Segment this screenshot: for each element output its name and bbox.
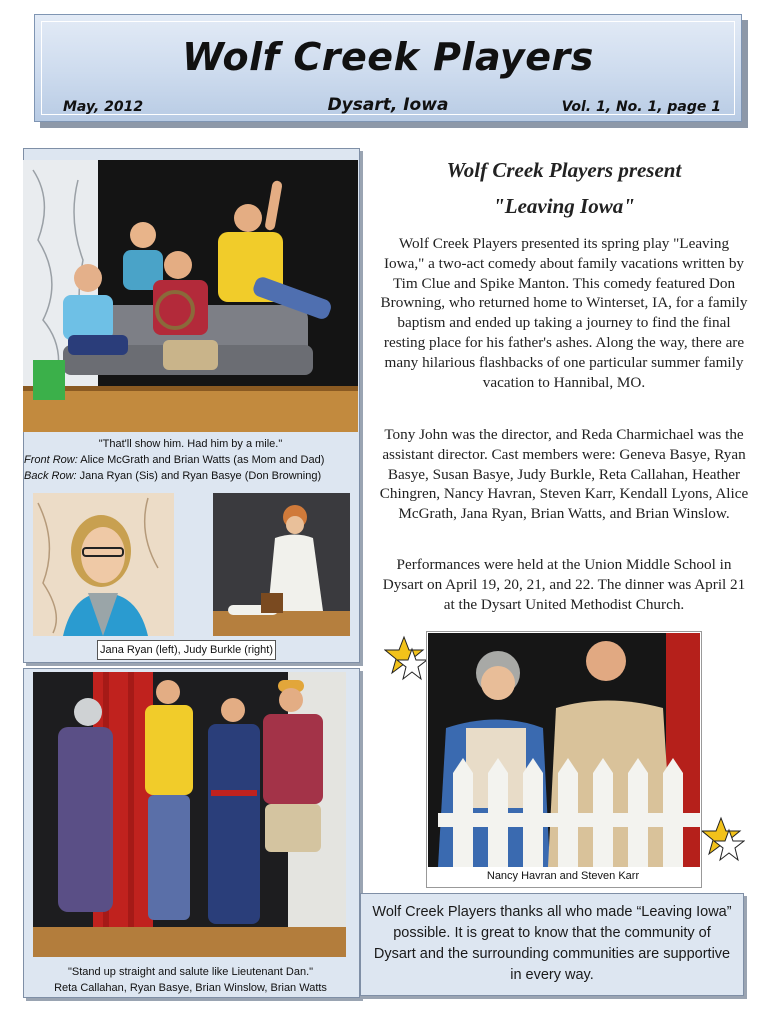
issue-location: Dysart, Iowa [327,95,449,115]
salute-illustration [33,672,346,957]
article-headline-line1: Wolf Creek Players present [446,158,682,182]
photo-couch-scene [23,160,358,432]
issue-date: May, 2012 [63,99,144,115]
thank-you-box [360,893,744,996]
article-paragraph-1: Wolf Creek Players presented its spring play "Leaving Iowa," a two-act comedy about family vacations written by Tim Clue and Spike Manton. This comedy featured Don Browning, who returned home to Winterset, IA, for a family baptism and ended up taking a journey to find the final resting place for his father's ashes. Along the way, there are many hilarious flashbacks of one particular summer family vacation to Hannibal, MO. [380,235,748,391]
fence-illustration [428,633,700,867]
photo-jana-ryan [33,493,174,636]
photo-pair-caption-box [97,640,276,660]
back-row-names: Jana Ryan (Sis) and Ryan Basye (Don Browning) [79,470,322,482]
stage-illustration [213,493,350,636]
star-icon [701,815,745,867]
front-row-label: Front Row: [24,454,78,466]
photo-salute-caption-quote: "Stand up straight and salute like Lieutenant Dan." [67,966,314,978]
front-row-names: Alice McGrath and Brian Watts (as Mom and Dad) [80,454,325,466]
newsletter-title: Wolf Creek Players [182,35,594,79]
photo-couch-caption-back [24,469,359,484]
back-row-label: Back Row: [24,470,77,482]
article-paragraph-3: Performances were held at the Union Middle School in Dysart on April 19, 20, 21, and 22. The dinner was April 21 at the Dysart United Methodist Church. [382,556,746,613]
photo-salute-caption-names: Reta Callahan, Ryan Basye, Brian Winslow, Brian Watts [54,982,327,994]
photo-fence-caption: Nancy Havran and Steven Karr [486,870,640,882]
article-paragraph-2: Tony John was the director, and Reda Charmichael was the assistant director. Cast members were: Geneva Basye, Ryan Basye, Susan Basye, Judy Burkle, Reta Callahan, Heather Chingren, Nancy Havran, Steven Karr, Kendall Lyons, Alice McGrath, Jana Ryan, Brian Watts, and Brian Winslow. [379,426,749,523]
portrait-illustration [33,493,174,636]
photo-fence-scene [428,633,700,867]
photo-judy-burkle [213,493,350,636]
masthead [34,14,742,122]
photo-couch-caption-quote: "That'll show him. Had him by a mile." [98,438,283,450]
couch-scene-illustration [23,160,358,432]
photo-couch-caption-front [24,453,359,468]
photo-salute-scene [33,672,346,957]
thank-you-text: Wolf Creek Players thanks all who made “Leaving Iowa” possible. It is great to know that the community of Dysart and the surrounding communities are supportive in every way. [372,904,732,983]
star-icon [384,635,428,685]
issue-volume: Vol. 1, No. 1, page 1 [561,99,721,115]
photo-pair-caption: Jana Ryan (left), Judy Burkle (right) [99,644,273,656]
article-headline-line2: "Leaving Iowa" [493,194,635,218]
